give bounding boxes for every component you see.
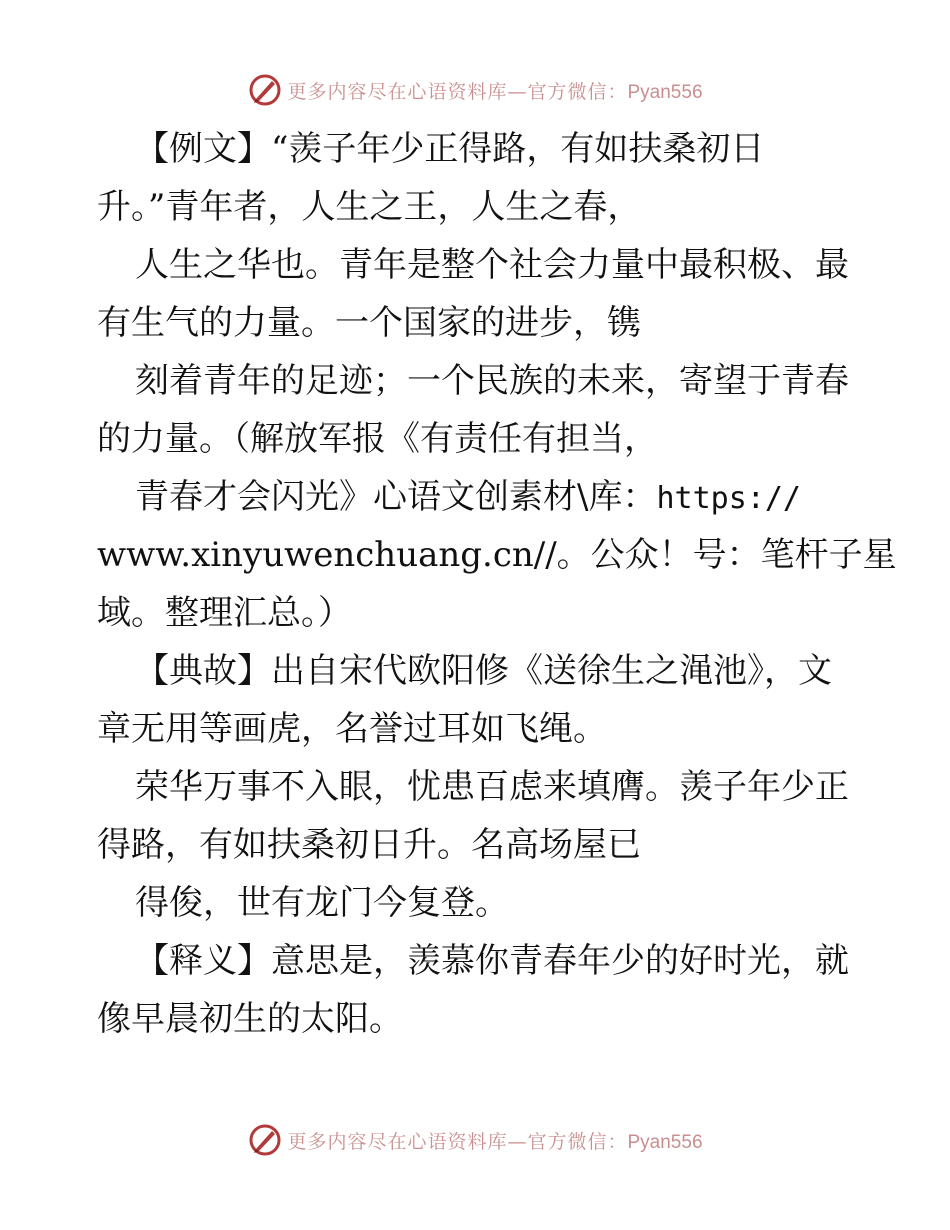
text-line: 人生之华也。青年是整个社会力量中最积极、最 — [135, 245, 849, 285]
quill-pen-icon — [247, 1122, 283, 1158]
text-line: 章无用等画虎，名誉过耳如飞绳。 — [97, 709, 607, 749]
text-line: 升。”青年者，人生之王，人生之春， — [97, 187, 642, 227]
watermark-text: 更多内容尽在心语资料库—官方微信：Pyan556 — [287, 80, 703, 103]
header-watermark — [0, 68, 950, 112]
text-line: 有生气的力量。一个国家的进步，镌 — [97, 303, 641, 343]
text-line: 【典故】出自宋代欧阳修《送徐生之渑池》，文 — [135, 651, 832, 691]
text-line-part: 青春才会闪光》心语文创素材\库： — [135, 477, 657, 517]
text-line: 荣华万事不入眼，忧患百虑来填膺。羡子年少正 — [135, 767, 849, 807]
text-line: 得路，有如扶桑初日升。名高场屋已 — [97, 825, 641, 865]
quill-pen-icon — [247, 72, 283, 108]
text-line: 域。整理汇总。） — [97, 593, 352, 633]
url-fragment: https:// — [656, 481, 801, 516]
text-line: 【例文】“羡子年少正得路，有如扶桑初日 — [135, 129, 765, 169]
watermark-text: 更多内容尽在心语资料库—官方微信：Pyan556 — [287, 1130, 703, 1153]
text-line: 【释义】意思是，羡慕你青春年少的好时光，就 — [135, 941, 849, 981]
document-body — [97, 120, 897, 1048]
text-line: 得俊，世有龙门今复登。 — [135, 883, 509, 923]
text-line: www.xinyuwenchuang.cn//。公众！号：笔杆子星 — [97, 535, 897, 575]
text-line: 的力量。（解放军报《有责任有担当， — [97, 419, 658, 459]
text-line: 刻着青年的足迹；一个民族的未来，寄望于青春 — [135, 361, 849, 401]
text-line — [97, 468, 852, 526]
footer-watermark — [0, 1118, 950, 1162]
text-line: 像早晨初生的太阳。 — [97, 999, 403, 1039]
